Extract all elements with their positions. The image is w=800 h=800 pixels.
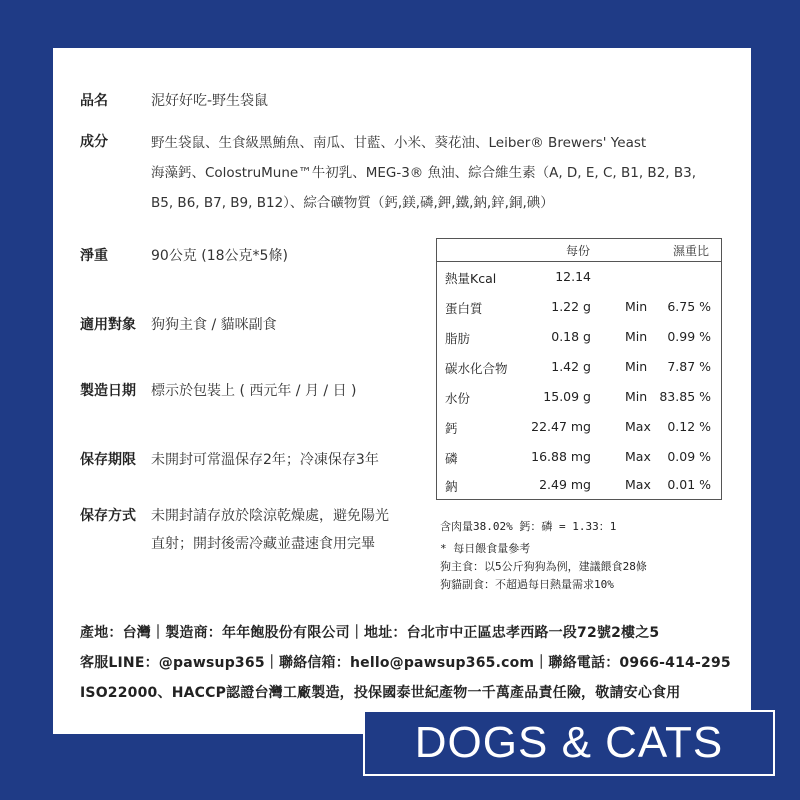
nutrient-amount: 12.14	[555, 269, 591, 284]
nutrient-minmax: Max	[625, 419, 651, 434]
nutrient-minmax: Min	[625, 299, 648, 314]
side-feeding-note: 狗貓副食：不超過每日熱量需求10%	[440, 578, 614, 591]
nutrient-percent: 7.87 %	[667, 359, 711, 374]
shelf-life-value: 未開封可常溫保存2年；冷凍保存3年	[151, 452, 379, 468]
nutrition-row	[437, 262, 721, 292]
nutrition-row	[437, 470, 721, 500]
nutrition-row	[437, 442, 721, 472]
name-label: 品名	[80, 93, 108, 109]
footer-contact-line: 客服LINE：@pawsup365｜聯絡信箱：hello@pawsup365.com｜聯絡電話：0966-414-295	[80, 655, 731, 671]
nutrition-table-header	[437, 239, 721, 262]
nutrient-amount: 0.18 g	[551, 329, 591, 344]
target-label: 適用對象	[80, 317, 136, 333]
nutrient-amount: 15.09 g	[543, 389, 591, 404]
nutrient-name: 蛋白質	[445, 301, 483, 316]
weight-value: 90公克 (18公克*5條)	[151, 248, 288, 264]
nutrition-row	[437, 352, 721, 382]
storage-line-1: 未開封請存放於陰涼乾燥處，避免陽光	[151, 508, 389, 524]
nutrient-minmax: Min	[625, 359, 648, 374]
nutrient-name: 水份	[445, 391, 471, 406]
nutrient-minmax: Min	[625, 389, 648, 404]
nutrient-name: 磷	[445, 451, 458, 466]
nutrient-amount: 1.22 g	[551, 299, 591, 314]
nutrition-row	[437, 412, 721, 442]
ingredients-line-1: 野生袋鼠、生食級黑鮪魚、南瓜、甘藍、小米、葵花油、Leiber® Brewers' Yeast	[151, 135, 647, 151]
date-label: 製造日期	[80, 383, 136, 399]
ingredients-line-2: 海藻鈣、ColostruMune™牛初乳、MEG-3® 魚油、綜合維生素（A, D, E, C, B1, B2, B3,	[151, 165, 697, 181]
nutrient-minmax: Max	[625, 477, 651, 492]
header-wet-ratio: 濕重比	[672, 244, 709, 258]
header-per-serving: 每份	[566, 244, 591, 258]
dogs-cats-banner: DOGS & CATS	[363, 710, 775, 776]
footer-certification-line: ISO22000、HACCP認證台灣工廠製造，投保國泰世紀產物一千萬產品責任險，敬請安心食用	[80, 685, 681, 701]
name-value: 泥好好吃-野生袋鼠	[151, 93, 269, 109]
nutrient-minmax: Max	[625, 449, 651, 464]
nutrient-percent: 0.12 %	[667, 419, 711, 434]
nutrient-amount: 2.49 mg	[539, 477, 591, 492]
meat-content-note: 含肉量38.02% 鈣：磷 = 1.33：1	[440, 520, 617, 533]
shelf-life-label: 保存期限	[80, 452, 136, 468]
feeding-reference-note: * 每日餵食量參考	[440, 542, 531, 555]
dog-main-feeding-note: 狗主食：以5公斤狗狗為例，建議餵食28條	[440, 560, 647, 573]
storage-line-2: 直射；開封後需冷藏並盡速食用完畢	[151, 536, 375, 552]
date-value: 標示於包裝上 ( 西元年 / 月 / 日 )	[151, 383, 357, 399]
nutrient-percent: 83.85 %	[659, 389, 711, 404]
nutrient-name: 鈣	[445, 421, 458, 436]
footer-origin-line: 產地：台灣｜製造商：年年飽股份有限公司｜地址：台北市中正區忠孝西路一段72號2樓之5	[80, 625, 660, 641]
nutrient-name: 脂肪	[445, 331, 471, 346]
nutrient-amount: 16.88 mg	[531, 449, 591, 464]
target-value: 狗狗主食 / 貓咪副食	[151, 317, 277, 333]
product-label-card	[53, 48, 751, 734]
nutrient-percent: 0.01 %	[667, 477, 711, 492]
weight-label: 淨重	[80, 248, 108, 264]
nutrient-name: 熱量Kcal	[445, 271, 497, 286]
nutrient-amount: 1.42 g	[551, 359, 591, 374]
nutrient-minmax: Min	[625, 329, 648, 344]
ingredients-line-3: B5, B6, B7, B9, B12）、綜合礦物質（鈣,鎂,磷,鉀,鐵,鈉,鋅,銅,碘）	[151, 195, 554, 211]
nutrient-name: 鈉	[445, 479, 458, 494]
ingredients-label: 成分	[80, 134, 108, 150]
nutrient-percent: 0.09 %	[667, 449, 711, 464]
nutrition-row	[437, 382, 721, 412]
nutrient-amount: 22.47 mg	[531, 419, 591, 434]
storage-label: 保存方式	[80, 508, 136, 524]
nutrient-name: 碳水化合物	[445, 361, 508, 376]
nutrient-percent: 0.99 %	[667, 329, 711, 344]
nutrition-row	[437, 292, 721, 322]
nutrition-table	[436, 238, 722, 500]
nutrient-percent: 6.75 %	[667, 299, 711, 314]
nutrition-row	[437, 322, 721, 352]
